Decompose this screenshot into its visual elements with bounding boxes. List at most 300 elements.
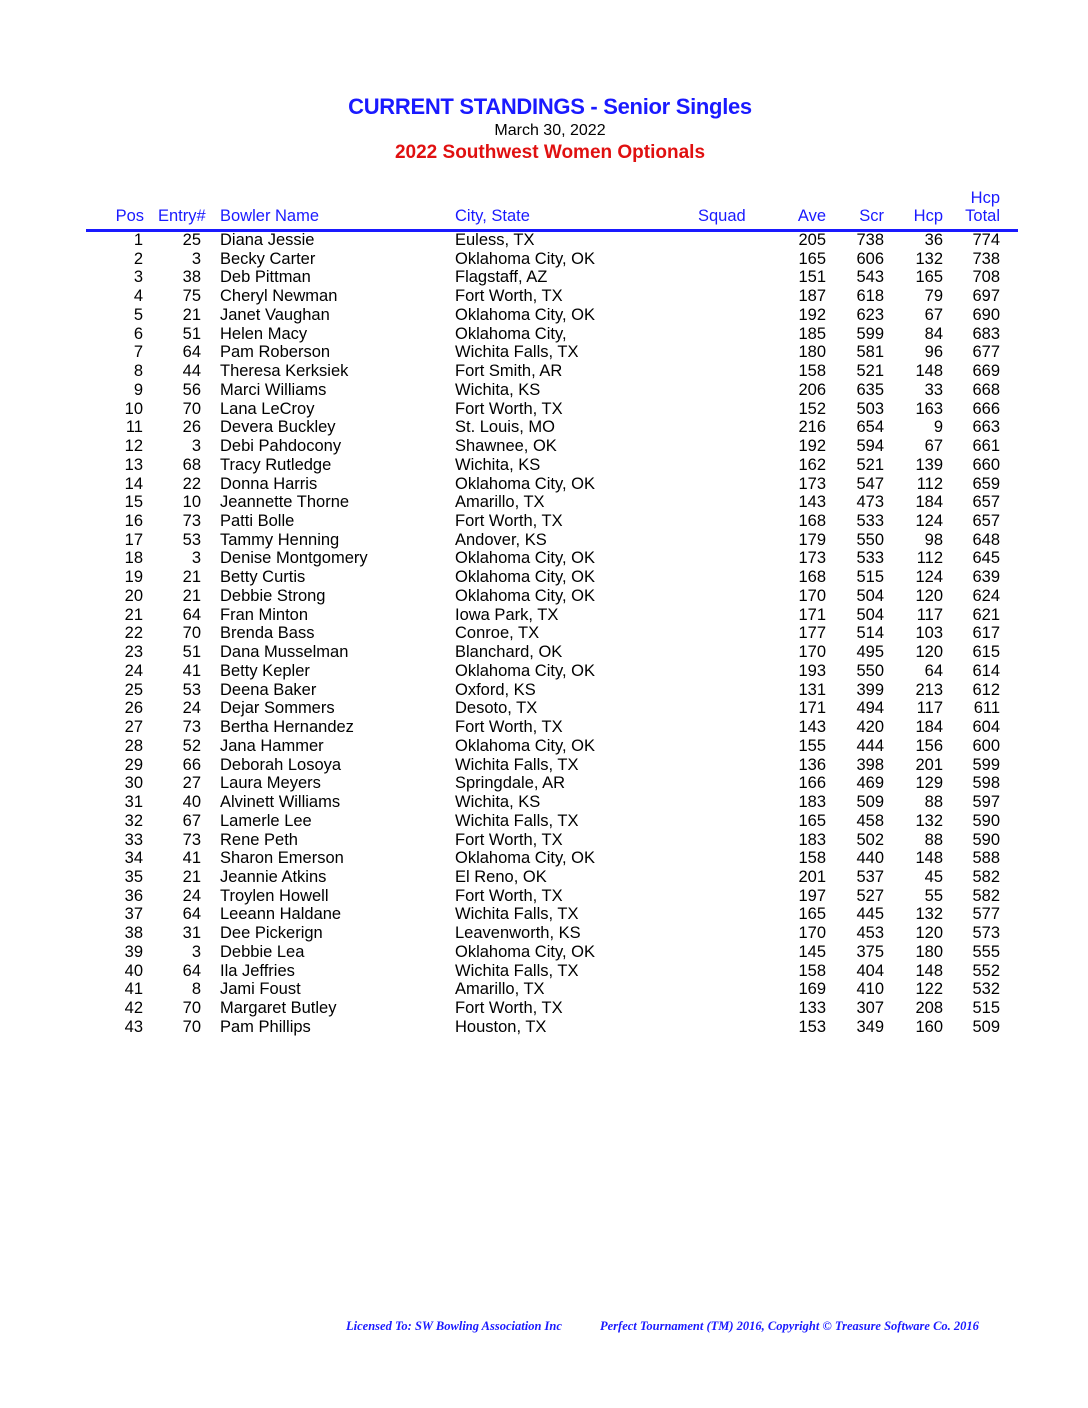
cell-scr: 398 <box>856 755 884 774</box>
cell-city: Fort Worth, TX <box>455 830 563 849</box>
cell-pos: 18 <box>124 549 143 568</box>
cell-scr: 581 <box>856 343 884 362</box>
cell-pos: 13 <box>124 455 143 474</box>
table-row <box>0 905 1088 924</box>
standings-table <box>0 231 1088 1037</box>
cell-entry: 66 <box>182 755 201 774</box>
cell-total: 590 <box>972 830 1000 849</box>
cell-ave: 205 <box>798 231 826 249</box>
cell-scr: 473 <box>856 493 884 512</box>
table-row <box>0 774 1088 793</box>
cell-hcp: 67 <box>924 437 943 456</box>
cell-hcp: 201 <box>915 755 943 774</box>
cell-city: Oklahoma City, OK <box>455 568 595 587</box>
col-entry-header: Entry# <box>158 207 206 225</box>
cell-entry: 44 <box>182 362 201 381</box>
cell-city: Houston, TX <box>455 1017 547 1036</box>
table-row <box>0 362 1088 381</box>
table-row <box>0 999 1088 1018</box>
table-row <box>0 325 1088 344</box>
cell-total: 697 <box>972 287 1000 306</box>
cell-ave: 171 <box>798 605 826 624</box>
cell-ave: 158 <box>798 849 826 868</box>
cell-total: 597 <box>972 793 1000 812</box>
cell-name: Alvinett Williams <box>220 793 341 812</box>
cell-hcp: 132 <box>915 249 943 268</box>
cell-name: Tracy Rutledge <box>220 455 332 474</box>
cell-ave: 192 <box>798 437 826 456</box>
cell-entry: 3 <box>191 942 201 961</box>
cell-entry: 73 <box>182 830 201 849</box>
cell-scr: 547 <box>856 474 884 493</box>
cell-scr: 515 <box>856 568 884 587</box>
cell-hcp: 55 <box>924 886 943 905</box>
cell-hcp: 120 <box>915 924 943 943</box>
cell-scr: 623 <box>856 305 884 324</box>
cell-total: 552 <box>972 961 1000 980</box>
cell-ave: 216 <box>798 418 826 437</box>
cell-total: 600 <box>972 736 1000 755</box>
cell-scr: 494 <box>856 699 884 718</box>
cell-hcp: 64 <box>924 661 943 680</box>
cell-entry: 27 <box>182 774 201 793</box>
cell-pos: 25 <box>124 680 143 699</box>
cell-name: Theresa Kerksiek <box>220 362 349 381</box>
cell-ave: 165 <box>798 811 826 830</box>
cell-pos: 43 <box>124 1017 143 1036</box>
cell-total: 774 <box>972 231 1000 249</box>
cell-entry: 75 <box>182 287 201 306</box>
cell-entry: 21 <box>182 867 201 886</box>
cell-ave: 136 <box>798 755 826 774</box>
cell-entry: 64 <box>182 961 201 980</box>
cell-hcp: 148 <box>915 961 943 980</box>
cell-name: Lamerle Lee <box>220 811 312 830</box>
cell-name: Rene Peth <box>220 830 298 849</box>
cell-entry: 64 <box>182 343 201 362</box>
cell-name: Bertha Hernandez <box>220 718 354 737</box>
cell-total: 555 <box>972 942 1000 961</box>
cell-city: Shawnee, OK <box>455 437 557 456</box>
cell-name: Dejar Sommers <box>220 699 335 718</box>
cell-name: Pam Phillips <box>220 1017 311 1036</box>
cell-name: Troylen Howell <box>220 886 329 905</box>
cell-entry: 70 <box>182 999 201 1018</box>
cell-entry: 64 <box>182 905 201 924</box>
cell-city: Oklahoma City, OK <box>455 586 595 605</box>
cell-city: Oklahoma City, OK <box>455 549 595 568</box>
cell-city: El Reno, OK <box>455 867 547 886</box>
cell-scr: 599 <box>856 324 884 343</box>
table-row <box>0 681 1088 700</box>
cell-city: Fort Smith, AR <box>455 362 563 381</box>
cell-scr: 502 <box>856 830 884 849</box>
cell-name: Dana Musselman <box>220 643 349 662</box>
cell-scr: 618 <box>856 287 884 306</box>
cell-entry: 38 <box>182 268 201 287</box>
cell-hcp: 180 <box>915 942 943 961</box>
table-row <box>0 306 1088 325</box>
cell-entry: 64 <box>182 605 201 624</box>
cell-scr: 420 <box>856 718 884 737</box>
cell-pos: 24 <box>124 661 143 680</box>
cell-scr: 509 <box>856 793 884 812</box>
cell-ave: 197 <box>798 886 826 905</box>
cell-pos: 40 <box>124 961 143 980</box>
cell-pos: 27 <box>124 718 143 737</box>
cell-ave: 158 <box>798 362 826 381</box>
cell-scr: 349 <box>856 1017 884 1036</box>
cell-entry: 56 <box>182 380 201 399</box>
table-row <box>0 400 1088 419</box>
cell-ave: 152 <box>798 399 826 418</box>
cell-scr: 440 <box>856 849 884 868</box>
cell-ave: 158 <box>798 961 826 980</box>
cell-pos: 35 <box>124 867 143 886</box>
cell-name: Debbie Lea <box>220 942 305 961</box>
cell-city: Oklahoma City, OK <box>455 736 595 755</box>
cell-entry: 21 <box>182 568 201 587</box>
cell-pos: 36 <box>124 886 143 905</box>
cell-total: 648 <box>972 530 1000 549</box>
cell-hcp: 213 <box>915 680 943 699</box>
cell-name: Deb Pittman <box>220 268 311 287</box>
table-row <box>0 231 1088 250</box>
cell-ave: 192 <box>798 305 826 324</box>
table-row <box>0 549 1088 568</box>
cell-pos: 39 <box>124 942 143 961</box>
cell-entry: 26 <box>182 418 201 437</box>
cell-total: 668 <box>972 380 1000 399</box>
cell-hcp: 124 <box>915 512 943 531</box>
cell-pos: 15 <box>124 493 143 512</box>
cell-name: Denise Montgomery <box>220 549 368 568</box>
cell-name: Deborah Losoya <box>220 755 342 774</box>
cell-name: Betty Curtis <box>220 568 306 587</box>
cell-ave: 145 <box>798 942 826 961</box>
cell-name: Sharon Emerson <box>220 849 344 868</box>
cell-city: Blanchard, OK <box>455 643 563 662</box>
col-city-header: City, State <box>455 207 530 225</box>
cell-scr: 635 <box>856 380 884 399</box>
cell-entry: 31 <box>182 924 201 943</box>
cell-total: 573 <box>972 924 1000 943</box>
cell-city: Fort Worth, TX <box>455 999 563 1018</box>
cell-hcp: 112 <box>916 549 943 568</box>
cell-pos: 6 <box>133 324 143 343</box>
cell-entry: 3 <box>191 249 201 268</box>
cell-total: 621 <box>972 605 1000 624</box>
table-row <box>0 418 1088 437</box>
cell-hcp: 96 <box>924 343 943 362</box>
cell-entry: 22 <box>182 474 201 493</box>
cell-name: Donna Harris <box>220 474 318 493</box>
cell-total: 661 <box>972 437 1000 456</box>
cell-pos: 32 <box>124 811 143 830</box>
table-row <box>0 812 1088 831</box>
cell-entry: 53 <box>182 530 201 549</box>
cell-pos: 9 <box>133 380 143 399</box>
cell-total: 590 <box>972 811 1000 830</box>
cell-name: Cheryl Newman <box>220 287 338 306</box>
cell-pos: 14 <box>124 474 143 493</box>
cell-total: 604 <box>972 718 1000 737</box>
cell-entry: 41 <box>182 661 201 680</box>
table-row <box>0 531 1088 550</box>
cell-pos: 10 <box>124 399 143 418</box>
cell-scr: 550 <box>856 530 884 549</box>
cell-scr: 445 <box>856 905 884 924</box>
cell-name: Debbie Strong <box>220 586 326 605</box>
table-row <box>0 849 1088 868</box>
cell-total: 582 <box>972 867 1000 886</box>
cell-city: Oklahoma City, OK <box>455 661 595 680</box>
cell-pos: 34 <box>124 849 143 868</box>
cell-scr: 533 <box>856 512 884 531</box>
cell-scr: 399 <box>856 680 884 699</box>
cell-pos: 37 <box>124 905 143 924</box>
cell-entry: 52 <box>182 736 201 755</box>
cell-ave: 143 <box>798 493 826 512</box>
cell-name: Betty Kepler <box>220 661 310 680</box>
cell-hcp: 9 <box>933 418 943 437</box>
table-row <box>0 718 1088 737</box>
cell-ave: 206 <box>798 380 826 399</box>
cell-ave: 170 <box>798 924 826 943</box>
cell-entry: 51 <box>182 643 201 662</box>
cell-total: 532 <box>972 980 1000 999</box>
cell-ave: 170 <box>798 643 826 662</box>
cell-city: Euless, TX <box>455 231 535 249</box>
table-row <box>0 250 1088 269</box>
cell-ave: 155 <box>798 736 826 755</box>
cell-total: 657 <box>972 493 1000 512</box>
table-row <box>0 756 1088 775</box>
cell-entry: 3 <box>191 549 201 568</box>
table-row <box>0 737 1088 756</box>
cell-ave: 151 <box>798 268 826 287</box>
cell-name: Ila Jeffries <box>220 961 295 980</box>
cell-entry: 8 <box>191 980 201 999</box>
cell-total: 515 <box>972 999 1000 1018</box>
table-row <box>0 343 1088 362</box>
cell-hcp: 88 <box>924 793 943 812</box>
footer-license: Licensed To: SW Bowling Association Inc <box>346 1319 562 1333</box>
table-row <box>0 924 1088 943</box>
cell-total: 598 <box>972 774 1000 793</box>
cell-total: 708 <box>972 268 1000 287</box>
cell-hcp: 45 <box>924 867 943 886</box>
cell-total: 660 <box>972 455 1000 474</box>
cell-city: Amarillo, TX <box>455 980 545 999</box>
table-row <box>0 831 1088 850</box>
cell-ave: 185 <box>798 324 826 343</box>
cell-entry: 53 <box>182 680 201 699</box>
cell-hcp: 103 <box>915 624 943 643</box>
cell-entry: 51 <box>182 324 201 343</box>
cell-name: Tammy Henning <box>220 530 340 549</box>
table-row <box>0 962 1088 981</box>
cell-scr: 537 <box>856 867 884 886</box>
cell-name: Becky Carter <box>220 249 316 268</box>
cell-city: Wichita Falls, TX <box>455 905 579 924</box>
cell-ave: 166 <box>798 774 826 793</box>
cell-hcp: 117 <box>916 605 943 624</box>
cell-pos: 31 <box>124 793 143 812</box>
page-title: CURRENT STANDINGS - Senior Singles <box>348 94 752 119</box>
col-name-header: Bowler Name <box>220 207 320 225</box>
cell-total: 657 <box>972 512 1000 531</box>
cell-pos: 17 <box>124 530 143 549</box>
cell-ave: 179 <box>798 530 826 549</box>
cell-entry: 24 <box>182 886 201 905</box>
cell-ave: 170 <box>798 586 826 605</box>
cell-ave: 193 <box>798 661 826 680</box>
cell-entry: 68 <box>182 455 201 474</box>
cell-city: Oklahoma City, OK <box>455 249 595 268</box>
cell-city: Wichita Falls, TX <box>455 755 579 774</box>
table-row <box>0 587 1088 606</box>
cell-pos: 19 <box>124 568 143 587</box>
cell-total: 588 <box>972 849 1000 868</box>
cell-ave: 162 <box>798 455 826 474</box>
table-row <box>0 568 1088 587</box>
cell-total: 683 <box>972 324 1000 343</box>
cell-name: Dee Pickerign <box>220 924 323 943</box>
cell-city: Fort Worth, TX <box>455 399 563 418</box>
table-row <box>0 624 1088 643</box>
cell-scr: 527 <box>856 886 884 905</box>
cell-city: Desoto, TX <box>455 699 538 718</box>
cell-scr: 453 <box>856 924 884 943</box>
cell-scr: 514 <box>856 624 884 643</box>
footer-copyright: Perfect Tournament (TM) 2016, Copyright © Treasure Software Co. 2016 <box>600 1319 979 1333</box>
cell-city: Wichita Falls, TX <box>455 961 579 980</box>
cell-pos: 41 <box>124 980 143 999</box>
table-row <box>0 699 1088 718</box>
cell-ave: 183 <box>798 793 826 812</box>
cell-city: Oklahoma City, <box>455 324 567 343</box>
cell-total: 577 <box>972 905 1000 924</box>
cell-name: Pam Roberson <box>220 343 331 362</box>
table-row <box>0 943 1088 962</box>
cell-total: 617 <box>972 624 1000 643</box>
cell-total: 645 <box>972 549 1000 568</box>
cell-city: Wichita, KS <box>455 793 541 812</box>
cell-scr: 375 <box>856 942 884 961</box>
cell-total: 509 <box>972 1017 1000 1036</box>
cell-total: 690 <box>972 305 1000 324</box>
cell-entry: 40 <box>182 793 201 812</box>
cell-scr: 543 <box>856 268 884 287</box>
cell-hcp: 98 <box>924 530 943 549</box>
cell-ave: 201 <box>798 867 826 886</box>
col-total-header-top: Hcp <box>970 189 1000 207</box>
cell-scr: 444 <box>856 736 884 755</box>
cell-name: Diana Jessie <box>220 231 315 249</box>
cell-pos: 22 <box>124 624 143 643</box>
cell-ave: 173 <box>798 474 826 493</box>
cell-total: 659 <box>972 474 1000 493</box>
cell-pos: 20 <box>124 586 143 605</box>
cell-pos: 2 <box>133 249 143 268</box>
col-hcp-header: Hcp <box>913 207 943 225</box>
table-row <box>0 868 1088 887</box>
cell-city: Iowa Park, TX <box>455 605 559 624</box>
cell-city: Wichita, KS <box>455 380 541 399</box>
cell-scr: 521 <box>856 362 884 381</box>
cell-scr: 503 <box>856 399 884 418</box>
cell-hcp: 79 <box>924 287 943 306</box>
cell-name: Devera Buckley <box>220 418 336 437</box>
cell-hcp: 120 <box>915 586 943 605</box>
cell-entry: 67 <box>182 811 201 830</box>
cell-total: 663 <box>972 418 1000 437</box>
cell-name: Marci Williams <box>220 380 327 399</box>
cell-city: Leavenworth, KS <box>455 924 581 943</box>
cell-hcp: 112 <box>916 474 943 493</box>
cell-name: Fran Minton <box>220 605 309 624</box>
cell-scr: 533 <box>856 549 884 568</box>
cell-city: St. Louis, MO <box>455 418 555 437</box>
cell-ave: 180 <box>798 343 826 362</box>
cell-city: Fort Worth, TX <box>455 718 563 737</box>
cell-pos: 28 <box>124 736 143 755</box>
cell-city: Oklahoma City, OK <box>455 474 595 493</box>
cell-total: 582 <box>972 886 1000 905</box>
cell-ave: 165 <box>798 905 826 924</box>
cell-scr: 504 <box>856 605 884 624</box>
cell-city: Springdale, AR <box>455 774 566 793</box>
cell-pos: 1 <box>133 231 143 249</box>
cell-entry: 21 <box>182 305 201 324</box>
cell-total: 738 <box>972 249 1000 268</box>
cell-entry: 10 <box>182 493 201 512</box>
cell-ave: 171 <box>798 699 826 718</box>
cell-pos: 42 <box>124 999 143 1018</box>
cell-city: Conroe, TX <box>455 624 540 643</box>
cell-entry: 25 <box>182 231 201 249</box>
cell-city: Wichita Falls, TX <box>455 343 579 362</box>
cell-scr: 495 <box>856 643 884 662</box>
cell-hcp: 148 <box>915 849 943 868</box>
cell-city: Oklahoma City, OK <box>455 305 595 324</box>
cell-name: Leeann Haldane <box>220 905 342 924</box>
cell-pos: 33 <box>124 830 143 849</box>
cell-pos: 23 <box>124 643 143 662</box>
cell-hcp: 36 <box>924 231 943 249</box>
table-row <box>0 512 1088 531</box>
cell-hcp: 120 <box>915 643 943 662</box>
col-squad-header: Squad <box>698 207 746 225</box>
cell-name: Debi Pahdocony <box>220 437 342 456</box>
cell-scr: 307 <box>856 999 884 1018</box>
cell-ave: 177 <box>798 624 826 643</box>
cell-pos: 4 <box>133 287 143 306</box>
cell-hcp: 160 <box>915 1017 943 1036</box>
cell-pos: 5 <box>133 305 143 324</box>
cell-hcp: 165 <box>915 268 943 287</box>
cell-pos: 29 <box>124 755 143 774</box>
cell-pos: 16 <box>124 512 143 531</box>
cell-pos: 12 <box>124 437 143 456</box>
cell-city: Fort Worth, TX <box>455 512 563 531</box>
cell-total: 599 <box>972 755 1000 774</box>
table-row <box>0 662 1088 681</box>
cell-entry: 70 <box>182 1017 201 1036</box>
cell-entry: 3 <box>191 437 201 456</box>
cell-total: 639 <box>972 568 1000 587</box>
